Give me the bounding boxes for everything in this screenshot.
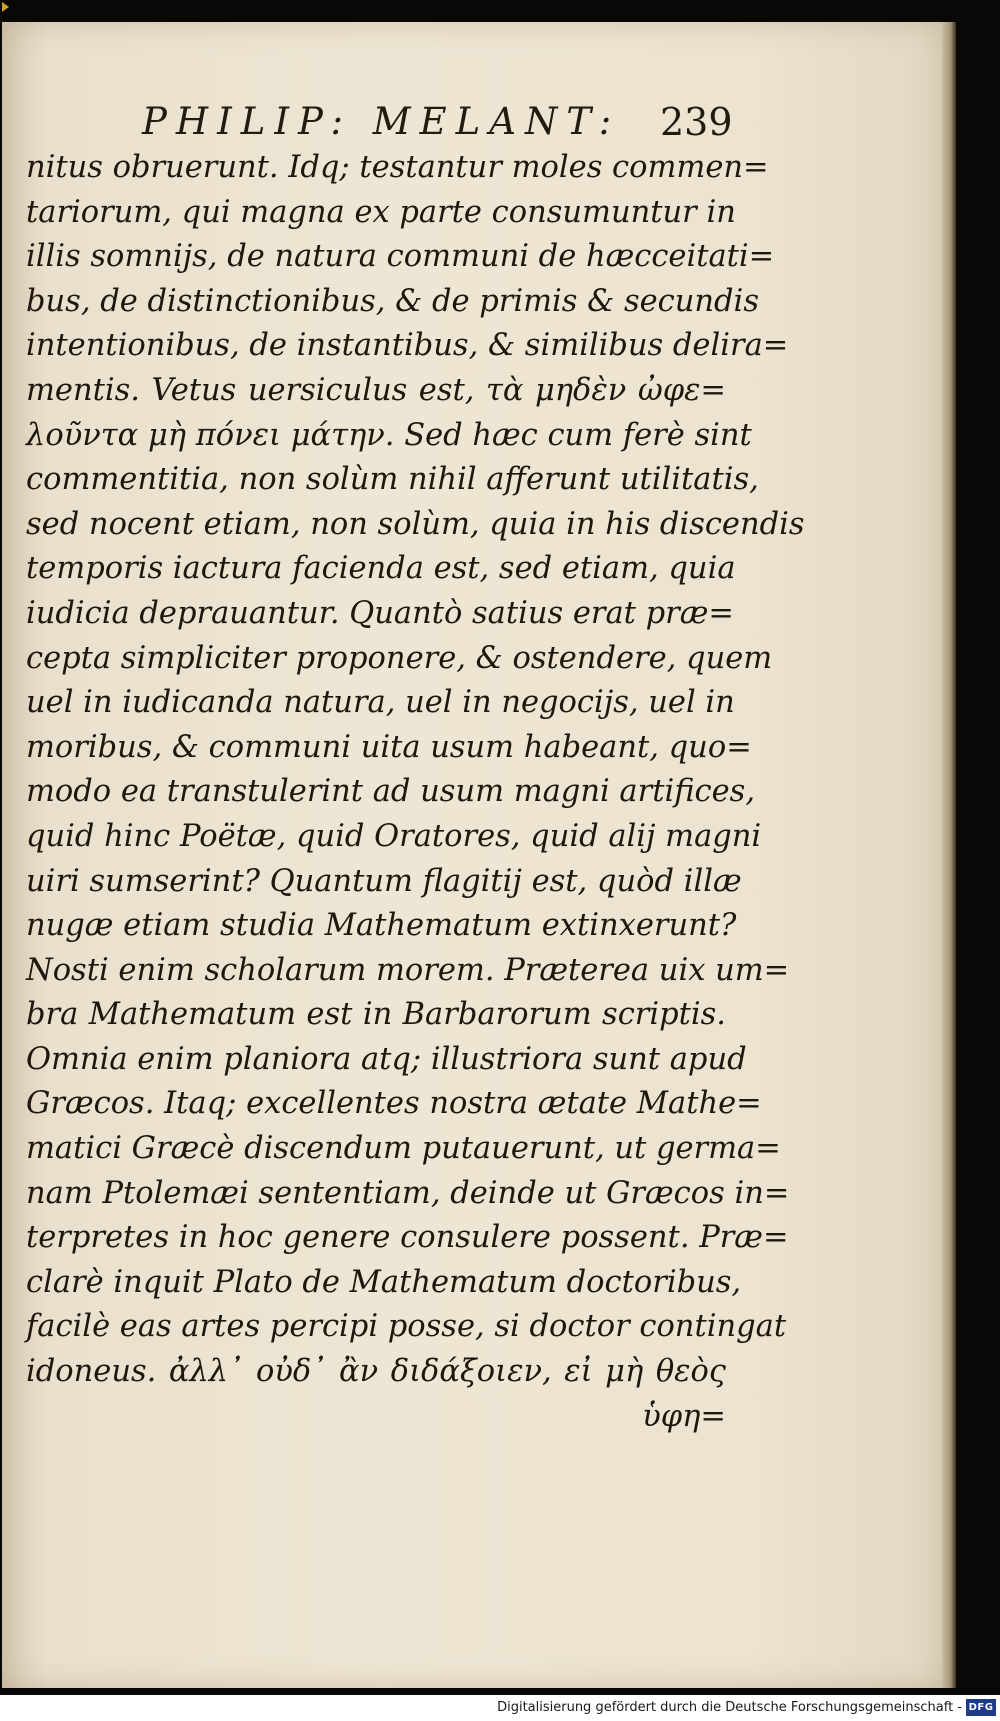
dfg-logo: DFG [966, 1699, 996, 1716]
text-line: temporis iactura facienda est, sed etiam, quia [26, 551, 736, 587]
text-line: quid hinc Poëtæ, quid Oratores, quid alij magni [26, 818, 762, 854]
text-line: iudicia deprauantur. Quantò satius erat præ= [26, 595, 734, 631]
text-line: terpretes in hoc genere consulere possent. Præ= [26, 1220, 789, 1256]
text-line: moribus, & communi uita usum habeant, quo= [26, 729, 752, 765]
text-line: modo ea transtulerint ad usum magni artifices, [26, 774, 756, 810]
text-line: cepta simpliciter proponere, & ostendere, quem [26, 640, 773, 676]
text-line: nugæ etiam studia Mathematum extinxerunt? [26, 908, 737, 944]
text-line: commentitia, non solùm nihil afferunt utilitatis, [26, 462, 759, 498]
book-page [2, 22, 942, 1688]
page-number: 239 [660, 100, 733, 144]
footer-bar [0, 1695, 1000, 1721]
text-line: facilè eas artes percipi posse, si doctor contingat [26, 1309, 787, 1345]
text-line: nam Ptolemæi sententiam, deinde ut Græcos in= [26, 1175, 790, 1211]
bookmark-arrow-icon [2, 2, 9, 12]
text-line: nitus obruerunt. Idq; testantur moles commen= [26, 150, 769, 185]
funding-note: Digitalisierung gefördert durch die Deutsche Forschungsgemeinschaft - [497, 1700, 962, 1715]
text-line: sed nocent etiam, non solùm, quia in his discendis [26, 506, 805, 542]
text-line: bra Mathematum est in Barbarorum scriptis. [26, 997, 726, 1033]
text-line: intentionibus, de instantibus, & similibus delira= [26, 328, 789, 364]
text-line: bus, de distinctionibus, & de primis & secundis [26, 283, 759, 319]
text-line: uiri sumserint? Quantum flagitij est, quòd illæ [26, 863, 742, 899]
page-header [2, 100, 942, 152]
text-line: Græcos. Itaq; excellentes nostra ætate Mathe= [26, 1086, 762, 1122]
text-line: clarè inquit Plato de Mathematum doctoribus, [26, 1264, 742, 1300]
text-line: idoneus. ἀλλ᾽ οὐδ᾽ ἂν διδάξοιεν, εἰ μὴ θεὸς [26, 1354, 726, 1390]
text-line: mentis. Vetus uersiculus est, τὰ μηδὲν ὠφε= [26, 372, 726, 408]
text-line: matici Græcè discendum putauerunt, ut germa= [26, 1131, 781, 1167]
text-line: tariorum, qui magna ex parte consumuntur in [26, 194, 736, 230]
body-text [26, 146, 805, 1439]
text-line: Nosti enim scholarum morem. Præterea uix um= [26, 952, 790, 988]
text-line: uel in iudicanda natura, uel in negocijs, uel in [26, 685, 735, 721]
page-fore-edge [942, 22, 956, 1688]
running-head: PHILIP: MELANT: [142, 100, 621, 143]
text-line: λοῦντα μὴ πόνει μάτην. Sed hæc cum ferè sint [26, 417, 752, 453]
text-line: illis somnijs, de natura communi de hæcceitati= [26, 239, 775, 275]
text-line: Omnia enim planiora atq; illustriora sunt apud [26, 1041, 747, 1077]
catchword: ὑφη= [642, 1398, 726, 1434]
